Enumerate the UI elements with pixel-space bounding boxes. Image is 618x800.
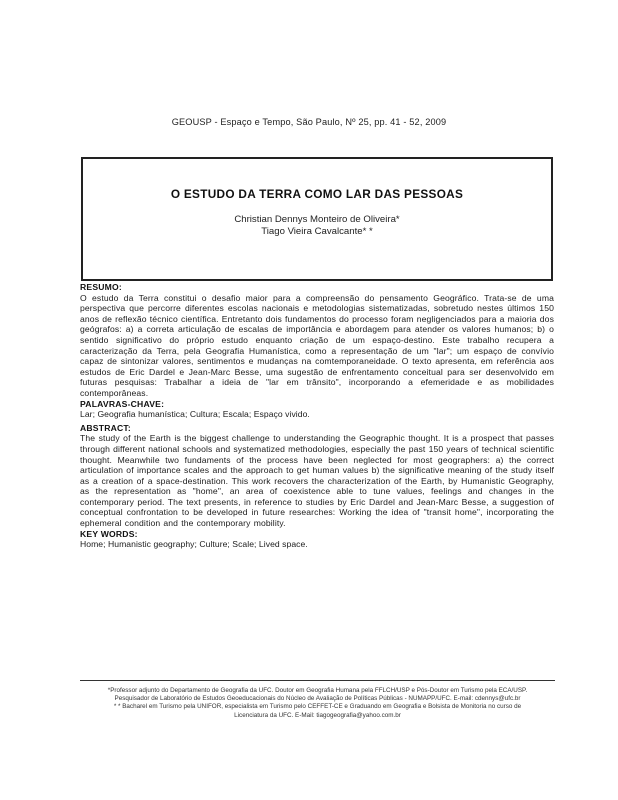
author-2: Tiago Vieira Cavalcante* *: [261, 226, 373, 237]
key-words-text: Home; Humanistic geography; Culture; Scale; Lived space.: [80, 539, 308, 550]
footnote-line: *Professor adjunto do Departamento de Geografia da UFC. Doutor em Geografia Humana pela FFLCH/USP e Pós-Doutor em Turismo pela ECA/USP.: [107, 687, 528, 694]
article-body: [80, 282, 554, 550]
footnote-line: Licenciatura da UFC. E-Mail: tiagogeografia@yahoo.com.br: [234, 711, 401, 719]
resumo-text: O estudo da Terra constitui o desafio maior para a compreensão do pensamento Geográfico. Trata-se de uma perspectiva que percorre diferentes escolas nacionais e metodologias sistematizadas, sobretudo nestes últimos 150 anos de reflexão técnico científica. Entretanto dois fundamentos do processo foram negligenciados para a maioria dos geógrafos: a) a correta articulação de escalas de importância e abordagem para atender os valores humanos; b) o sentido significativo do próprio estudo enquanto criação de um espaço-destino. Este trabalho recupera a caracterização da Terra, pela Geografia Humanística, como a representação de um "lar"; um espaço de convívio capaz de sintonizar valores, sentimentos e mudanças na comtemporaneidade. O texto apresenta, em referência aos estudos de Eric Dardel e Jean-Marc Besse, uma sugestão de enfrentamento conceitual para ser desenvolvido em futuras pesquisas: Trabalhar a ideia de "lar em trânsito", incorporando a efemeridade e as mobilidades contemporâneas.: [80, 292, 554, 398]
abstract-text: The study of the Earth is the biggest challenge to understanding the Geographic thought. It is a prospect that passes through different national schools and systematized methodologies, especially the past 150 years of technical scientific thought. Meanwhile two fundaments of the process have been neglected for most geographers: a) the correct articulation of importance scales and the approach to get human values b) the significative meaning of the study itself as a creation of a space-destination. This work recovers the characterization of the Earth, by Humanistic Geography, as the representation as "home", an area of coexistence able to tune values, feelings and changes in the contemporary period. The text presents, in reference to studies by Eric Dardel and Jean-Marc Besse, a suggestion of conceptual confrontation to be developed in future researches: Working the idea of "transit home", incorporating the ephemeral condition and the contemporary mobility.: [80, 433, 554, 529]
title-box: [81, 157, 553, 281]
abstract-heading: ABSTRACT:: [80, 422, 131, 433]
footnote-line: Pesquisador de Laboratório de Estudos Geoeducacionais do Núcleo de Avaliação de Políticas Públicas - NUMAPP/UFC. E-mail: cdennys@ufc.br: [114, 695, 521, 703]
palavras-chave-text: Lar; Geografia humanística; Cultura; Escala; Espaço vivido.: [80, 409, 310, 420]
article-title: O ESTUDO DA TERRA COMO LAR DAS PESSOAS: [170, 187, 464, 201]
author-1: Christian Dennys Monteiro de Oliveira*: [234, 214, 400, 225]
resumo-heading: RESUMO:: [80, 282, 122, 292]
footnote-separator: [80, 680, 555, 681]
running-head: GEOUSP - Espaço e Tempo, São Paulo, Nº 25, pp. 41 - 52, 2009: [171, 117, 447, 127]
key-words-heading: KEY WORDS:: [80, 528, 138, 539]
palavras-chave-heading: PALAVRAS-CHAVE:: [80, 398, 165, 409]
footnotes: [80, 687, 555, 720]
author-list: [83, 214, 551, 238]
footnote-line: * * Bacharel em Turismo pela UNIFOR, especialista em Turismo pelo CEFFET-CE e Graduando em Geografia e Bolsista de Monitoria no curso de: [113, 703, 522, 711]
